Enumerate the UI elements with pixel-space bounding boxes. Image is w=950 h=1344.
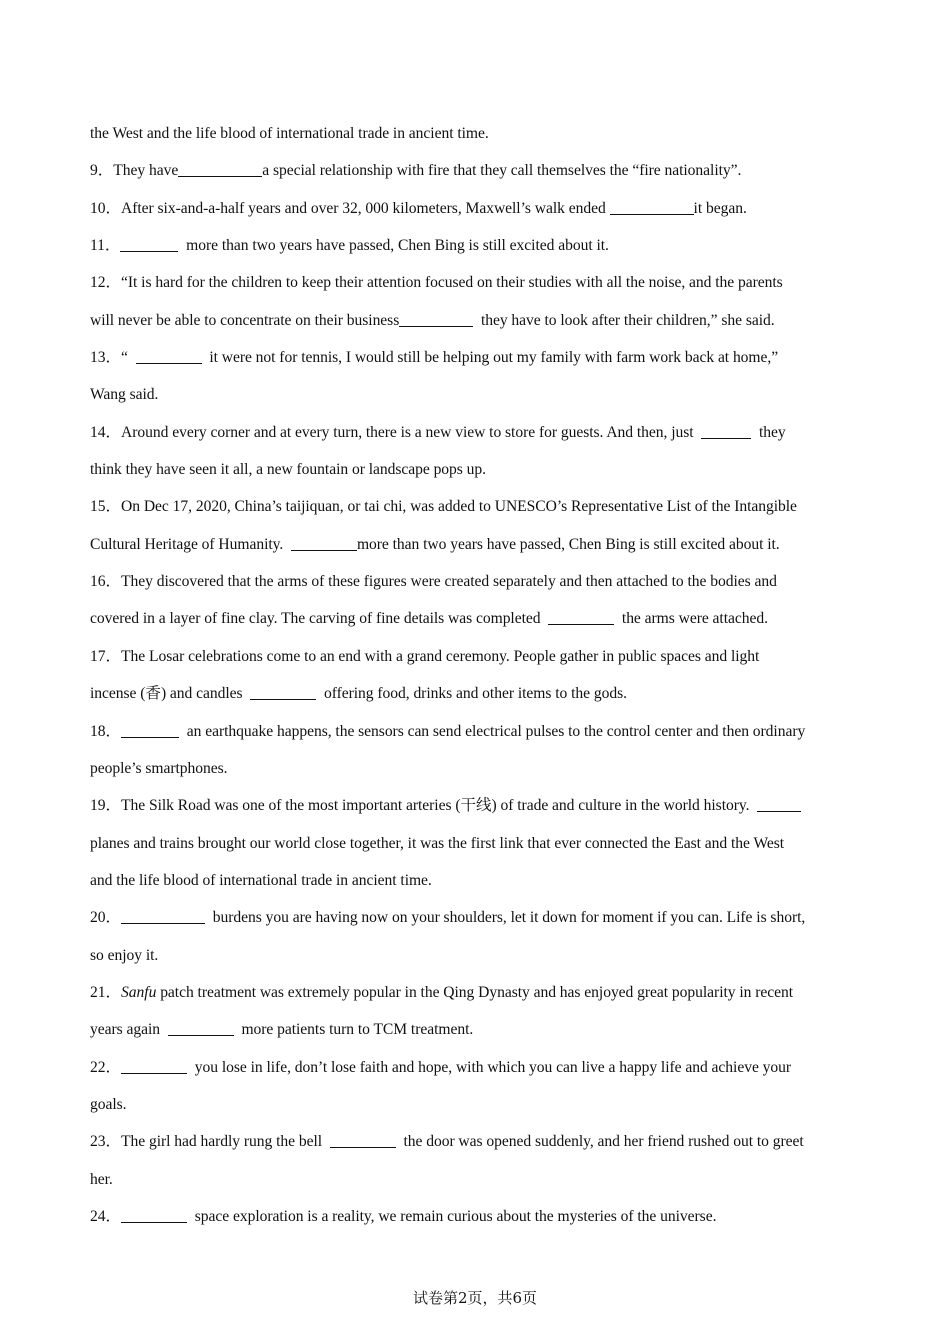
question-21: 21．Sanfu patch treatment was extremely popular in the Qing Dynasty and has enjoyed great popularity in recent	[90, 983, 794, 1001]
question-23: 23．The girl had hardly rung the bell the door was opened suddenly, and her friend rushed out to greet	[90, 1133, 804, 1151]
answer-blank[interactable]	[178, 161, 262, 178]
question-22: 22． you lose in life, don’t lose faith and hope, with which you can live a happy life and achieve your	[90, 1058, 792, 1076]
answer-blank[interactable]	[168, 1020, 234, 1037]
question-19-cont2: and the life blood of international trade in ancient time.	[90, 871, 432, 889]
question-14: 14．Around every corner and at every turn, there is a new view to store for guests. And then, just they	[90, 423, 786, 441]
answer-blank[interactable]	[136, 347, 202, 364]
question-16-cont: covered in a layer of fine clay. The carving of fine details was completed the arms were attached.	[90, 610, 768, 628]
question-10: 10．After six-and-a-half years and over 32, 000 kilometers, Maxwell’s walk ended it began.	[90, 199, 747, 217]
page-footer: 试卷第2页，共6页	[412, 1289, 538, 1307]
question-11: 11． more than two years have passed, Chen Bing is still excited about it.	[90, 237, 609, 255]
answer-blank[interactable]	[610, 198, 694, 215]
answer-blank[interactable]	[548, 609, 614, 626]
answer-blank[interactable]	[291, 534, 357, 551]
answer-blank[interactable]	[399, 310, 473, 327]
question-9: 9．They have a special relationship with fire that they call themselves the “fire nationality”.	[90, 162, 742, 180]
answer-blank[interactable]	[757, 796, 801, 813]
question-15-cont: Cultural Heritage of Humanity. more than two years have passed, Chen Bing is still excited about it.	[90, 535, 780, 553]
question-12: 12．“It is hard for the children to keep their attention focused on their studies with all the noise, and the parents	[90, 274, 783, 292]
answer-blank[interactable]	[120, 235, 178, 252]
question-12-cont: will never be able to concentrate on their business they have to look after their children,” she said.	[90, 311, 775, 329]
question-19-cont: planes and trains brought our world close together, it was the first link that ever connected the East and the West	[90, 834, 785, 852]
answer-blank[interactable]	[121, 1206, 187, 1223]
question-19: 19．The Silk Road was one of the most important arteries (干线) of trade and culture in the world history.	[90, 787, 865, 824]
text-line: the West and the life blood of international trade in ancient time.	[90, 125, 489, 142]
answer-blank[interactable]	[250, 684, 316, 701]
question-23-cont: her.	[90, 1170, 113, 1188]
question-20-cont: so enjoy it.	[90, 946, 159, 964]
answer-blank[interactable]	[121, 1057, 187, 1074]
question-24: 24． space exploration is a reality, we remain curious about the mysteries of the universe.	[90, 1207, 717, 1225]
question-20: 20． burdens you are having now on your shoulders, let it down for moment if you can. Life is short,	[90, 909, 806, 927]
answer-blank[interactable]	[121, 721, 179, 738]
question-15: 15．On Dec 17, 2020, China’s taijiquan, or tai chi, was added to UNESCO’s Representative List of the Intangible	[90, 498, 797, 516]
question-18-cont: people’s smartphones.	[90, 759, 228, 777]
question-21-cont: years again more patients turn to TCM treatment.	[90, 1021, 474, 1039]
question-18: 18． an earthquake happens, the sensors can send electrical pulses to the control center and then ordinary	[90, 722, 806, 740]
question-list	[90, 115, 865, 1235]
question-17-cont: incense (香) and candles offering food, drinks and other items to the gods.	[90, 685, 627, 703]
question-14-cont: think they have seen it all, a new fountain or landscape pops up.	[90, 461, 487, 479]
question-17: 17．The Losar celebrations come to an end with a grand ceremony. People gather in public spaces and light	[90, 647, 760, 665]
question-16: 16．They discovered that the arms of these figures were created separately and then attached to the bodies and	[90, 573, 777, 591]
question-13: 13．“ it were not for tennis, I would still be helping out my family with farm work back at home,”	[90, 349, 779, 367]
answer-blank[interactable]	[701, 422, 751, 439]
answer-blank[interactable]	[330, 1132, 396, 1149]
question-22-cont: goals.	[90, 1095, 127, 1113]
answer-blank[interactable]	[121, 908, 205, 925]
question-13-cont: Wang said.	[90, 386, 159, 404]
